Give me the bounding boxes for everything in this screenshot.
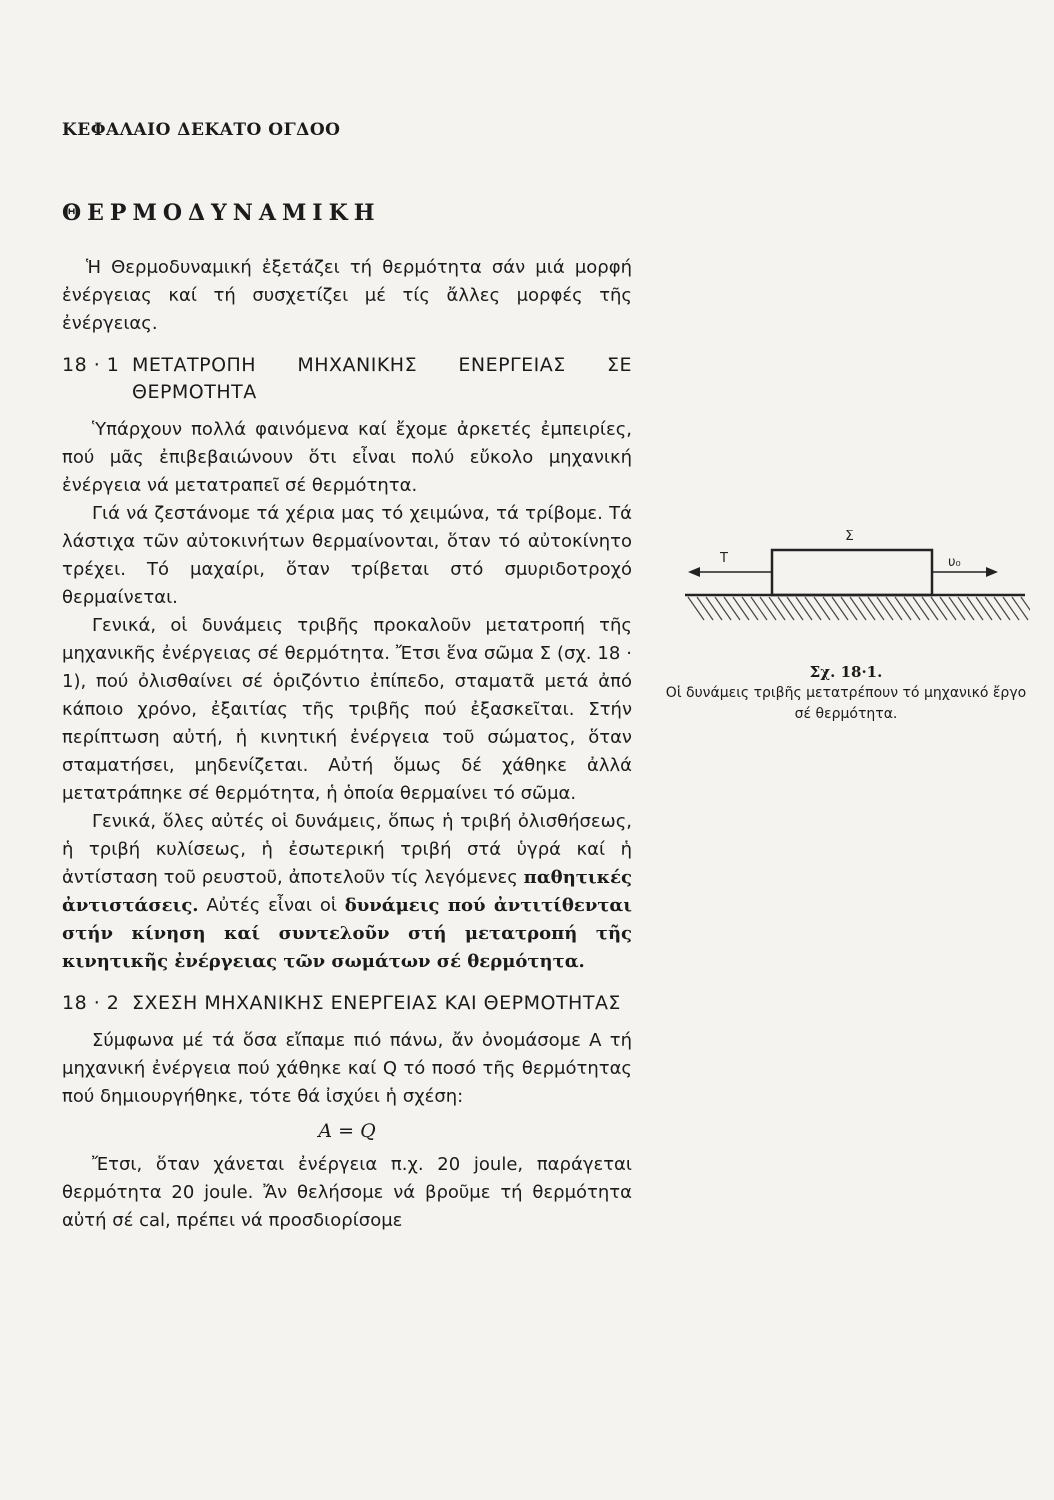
hatch-line (805, 597, 821, 620)
hatch-line (706, 597, 722, 620)
hatch-line (904, 597, 920, 620)
paragraph-passive-resistances (62, 808, 632, 976)
hatch-line (859, 597, 875, 620)
paragraph: Γενικά, οἱ δυνάμεις τριβῆς προκαλοῦν μετατροπή τῆς μηχανικῆς ἐνέργειας σέ θερμότητα. Ἔτσι ἕνα σῶμα Σ (σχ. 18 · 1), πού ὀλισθαίνει σέ ὁριζόντιο ἐπίπεδο, σταματᾶ μετά ἀπό κάποιο χρόνο, ἐξαιτίας τῆς τριβῆς πού ἐξασκεῖται. Στήν περίπτωση αὐτή, ἡ κινητική ἐνέργεια τοῦ σώματος, ὅταν σταματήσει, μηδενίζεται. Αὐτή ὅμως δέ χάθηκε ἀλλά μετατράπηκε σέ θερμότητα, ἡ ὁποία θερμαίνει τό σῶμα. (62, 615, 632, 804)
friction-figure (680, 530, 1030, 650)
hatch-line (913, 597, 929, 620)
hatch-line (958, 597, 974, 620)
figure-number: Σχ. 18·1. (809, 663, 883, 681)
hatch-line (751, 597, 767, 620)
ground-hatching (688, 597, 1030, 620)
hatch-line (886, 597, 902, 620)
hatch-line (967, 597, 983, 620)
intro-paragraph: Ἡ Θερμοδυναμική ἐξετάζει τή θερμότητα σάν μιά μορφή ἐνέργειας καί τή συσχετίζει μέ τίς ἄλλες μορφές τῆς ἐνέργειας. (62, 257, 632, 334)
paragraph: Σύμφωνα μέ τά ὅσα εἴπαμε πιό πάνω, ἄν ὀνομάσομε Α τή μηχανική ἐνέργεια πού χάθηκε καί Q τό ποσό τῆς θερμότητας πού δημιουργήθηκε, τότε θά ἰσχύει ἡ σχέση: (62, 1030, 632, 1107)
section-heading-18-2 (62, 990, 632, 1017)
hatch-line (814, 597, 830, 620)
formula: A = Q (318, 1120, 376, 1142)
velocity-arrowhead (986, 567, 998, 577)
hatch-line (778, 597, 794, 620)
section-title: ΣΧΕΣΗ ΜΗΧΑΝΙΚΗΣ ΕΝΕΡΓΕΙΑΣ ΚΑΙ ΘΕΡΜΟΤΗΤΑΣ (132, 992, 621, 1014)
hatch-line (742, 597, 758, 620)
hatch-line (733, 597, 749, 620)
hatch-line (1012, 597, 1028, 620)
main-text-column (62, 254, 632, 1235)
figure-caption-text: Οἱ δυνάμεις τριβῆς μετατρέπουν τό μηχανικό ἔργο σέ θερμότητα. (665, 685, 1027, 722)
hatch-line (976, 597, 992, 620)
hatch-line (1003, 597, 1019, 620)
section-title: ΜΕΤΑΤΡΟΠΗ ΜΗΧΑΝΙΚΗΣ ΕΝΕΡΓΕΙΑΣ ΣΕ ΘΕΡΜΟΤΗΤΑ (132, 354, 632, 403)
hatch-line (823, 597, 839, 620)
hatch-line (868, 597, 884, 620)
section-heading-18-1 (62, 352, 632, 406)
paragraph-text: Γενικά, ὅλες αὐτές οἱ δυνάμεις, ὅπως ἡ τριβή ὀλισθήσεως, ἡ τριβή κυλίσεως, ἡ ἐσωτερική τριβή στά ὑγρά καί ἡ ἀντίσταση τοῦ ρευστοῦ, ἀποτελοῦν τίς λεγόμενες (62, 811, 632, 888)
hatch-line (796, 597, 812, 620)
section-number: 18 · 1 (62, 354, 120, 376)
velocity-label: υ₀ (948, 555, 961, 570)
bold-term: παθητικές ἀντιστάσεις. (62, 867, 632, 916)
bold-definition: δυνάμεις πού ἀντιτίθενται στήν κίνηση καί συντελοῦν στή μετατροπή τῆς κινητικῆς ἐνέργειας τῶν σωμάτων σέ θερμότητα. (62, 895, 632, 972)
hatch-line (760, 597, 776, 620)
hatch-line (985, 597, 1001, 620)
figure-caption (656, 662, 1036, 725)
section-number: 18 · 2 (62, 992, 120, 1014)
sliding-body (772, 550, 932, 595)
hatch-line (931, 597, 947, 620)
hatch-line (697, 597, 713, 620)
hatch-line (832, 597, 848, 620)
hatch-line (688, 597, 704, 620)
hatch-line (994, 597, 1010, 620)
hatch-line (850, 597, 866, 620)
paragraph: Ὑπάρχουν πολλά φαινόμενα καί ἔχομε ἀρκετές ἐμπειρίες, πού μᾶς ἐπιβεβαιώνουν ὅτι εἶναι πολύ εὔκολο μηχανική ἐνέργεια νά μετατραπεῖ σέ θερμότητα. (62, 419, 632, 496)
hatch-line (769, 597, 785, 620)
hatch-line (787, 597, 803, 620)
hatch-line (940, 597, 956, 620)
paragraph-text: Αὐτές εἶναι οἱ (198, 895, 345, 916)
chapter-title: ΘΕΡΜΟΔΥΝΑΜΙΚΗ (62, 200, 381, 226)
friction-arrowhead (688, 567, 700, 577)
body-label: Σ (845, 530, 854, 544)
hatch-line (922, 597, 938, 620)
chapter-label: ΚΕΦΑΛΑΙΟ ΔΕΚΑΤΟ ΟΓΔΟΟ (62, 120, 341, 140)
hatch-line (949, 597, 965, 620)
hatch-line (724, 597, 740, 620)
friction-label: T (720, 551, 728, 566)
paragraph: Ἔτσι, ὅταν χάνεται ἐνέργεια π.χ. 20 joule, παράγεται θερμότητα 20 joule. Ἄν θελήσομε νά βροῦμε τή θερμότητα αὐτή σέ cal, πρέπει νά προσδιορίσομε (62, 1154, 632, 1231)
hatch-line (877, 597, 893, 620)
hatch-line (841, 597, 857, 620)
paragraph: Γιά νά ζεστάνομε τά χέρια μας τό χειμώνα, τά τρίβομε. Τά λάστιχα τῶν αὐτοκινήτων θερμαίνονται, ὅταν τό αὐτοκίνητο τρέχει. Τό μαχαίρι, ὅταν τρίβεται στό σμυριδοτροχό θερμαίνεται. (62, 503, 632, 608)
hatch-line (895, 597, 911, 620)
hatch-line (715, 597, 731, 620)
